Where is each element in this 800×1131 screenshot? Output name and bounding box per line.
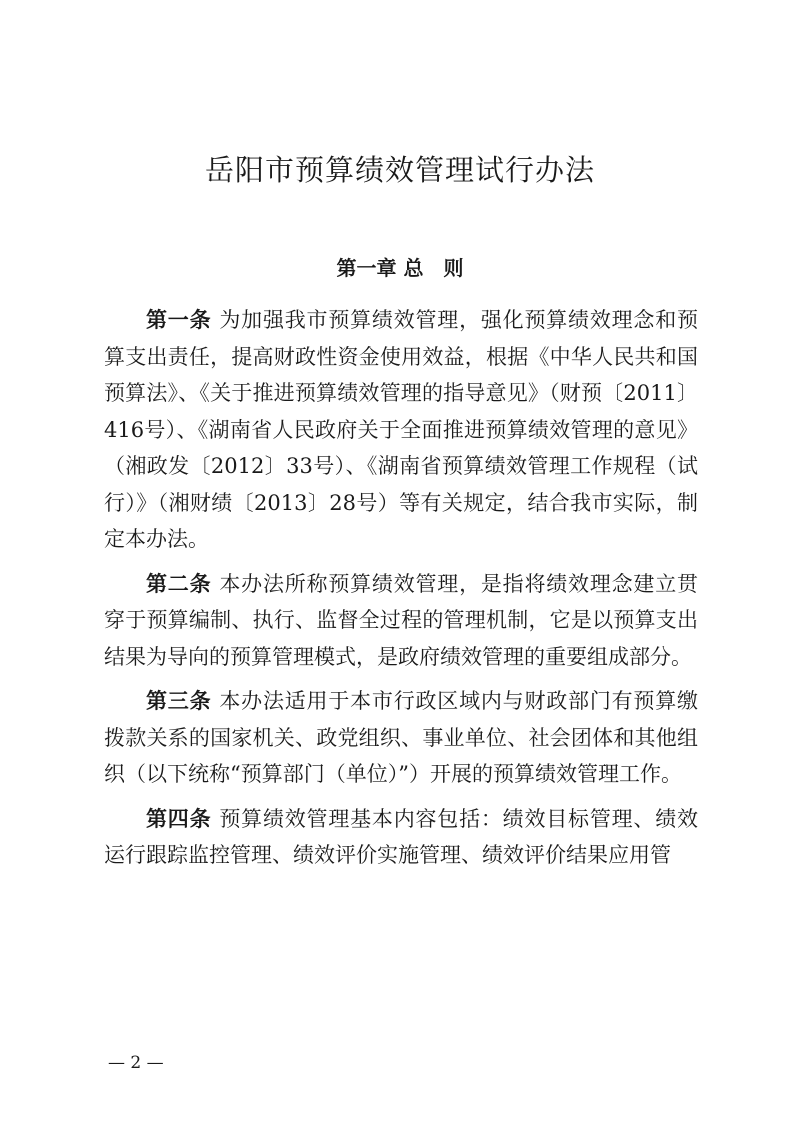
article-1-text: 为加强我市预算绩效管理，强化预算绩效理念和预算支出责任，提高财政性资金使用效益，根据《中华人民共和国预算法》、《关于推进预算绩效管理的指导意见》（财预〔2011〕416号）、《湖南省人民政府关于全面推进预算绩效管理的意见》（湘政发〔2012〕33号）、《湖南省预算绩效管理工作规程（试行）》（湘财绩〔2013〕28号）等有关规定，结合我市实际，制定本办法。	[104, 308, 698, 551]
article-4-heading: 第四条	[146, 806, 212, 831]
article-4-text: 预算绩效管理基本内容包括：绩效目标管理、绩效运行跟踪监控管理、绩效评价实施管理、绩效评价结果应用管	[104, 806, 698, 867]
article-2-text: 本办法所称预算绩效管理，是指将绩效理念建立贯穿于预算编制、执行、监督全过程的管理机制，它是以预算支出结果为导向的预算管理模式，是政府绩效管理的重要组成部分。	[104, 571, 698, 669]
article-3-heading: 第三条	[146, 689, 212, 713]
document-title: 岳阳市预算绩效管理试行办法	[204, 153, 595, 187]
article-2-heading: 第二条	[146, 571, 212, 596]
article-3	[104, 683, 698, 793]
article-2	[104, 566, 698, 676]
article-1	[104, 302, 698, 558]
page-number: — 2 —	[108, 1053, 164, 1073]
article-3-text: 本办法适用于本市行政区域内与财政部门有预算缴拨款关系的国家机关、政党组织、事业单位、社会团体和其他组织（以下统称“预算部门（单位）”）开展的预算绩效管理工作。	[104, 689, 698, 786]
chapter-heading	[0, 252, 800, 284]
document-body	[104, 302, 698, 882]
article-1-heading: 第一条	[146, 308, 212, 332]
article-4	[104, 801, 698, 874]
chapter-heading-text: 第一章 总 则	[336, 256, 464, 280]
